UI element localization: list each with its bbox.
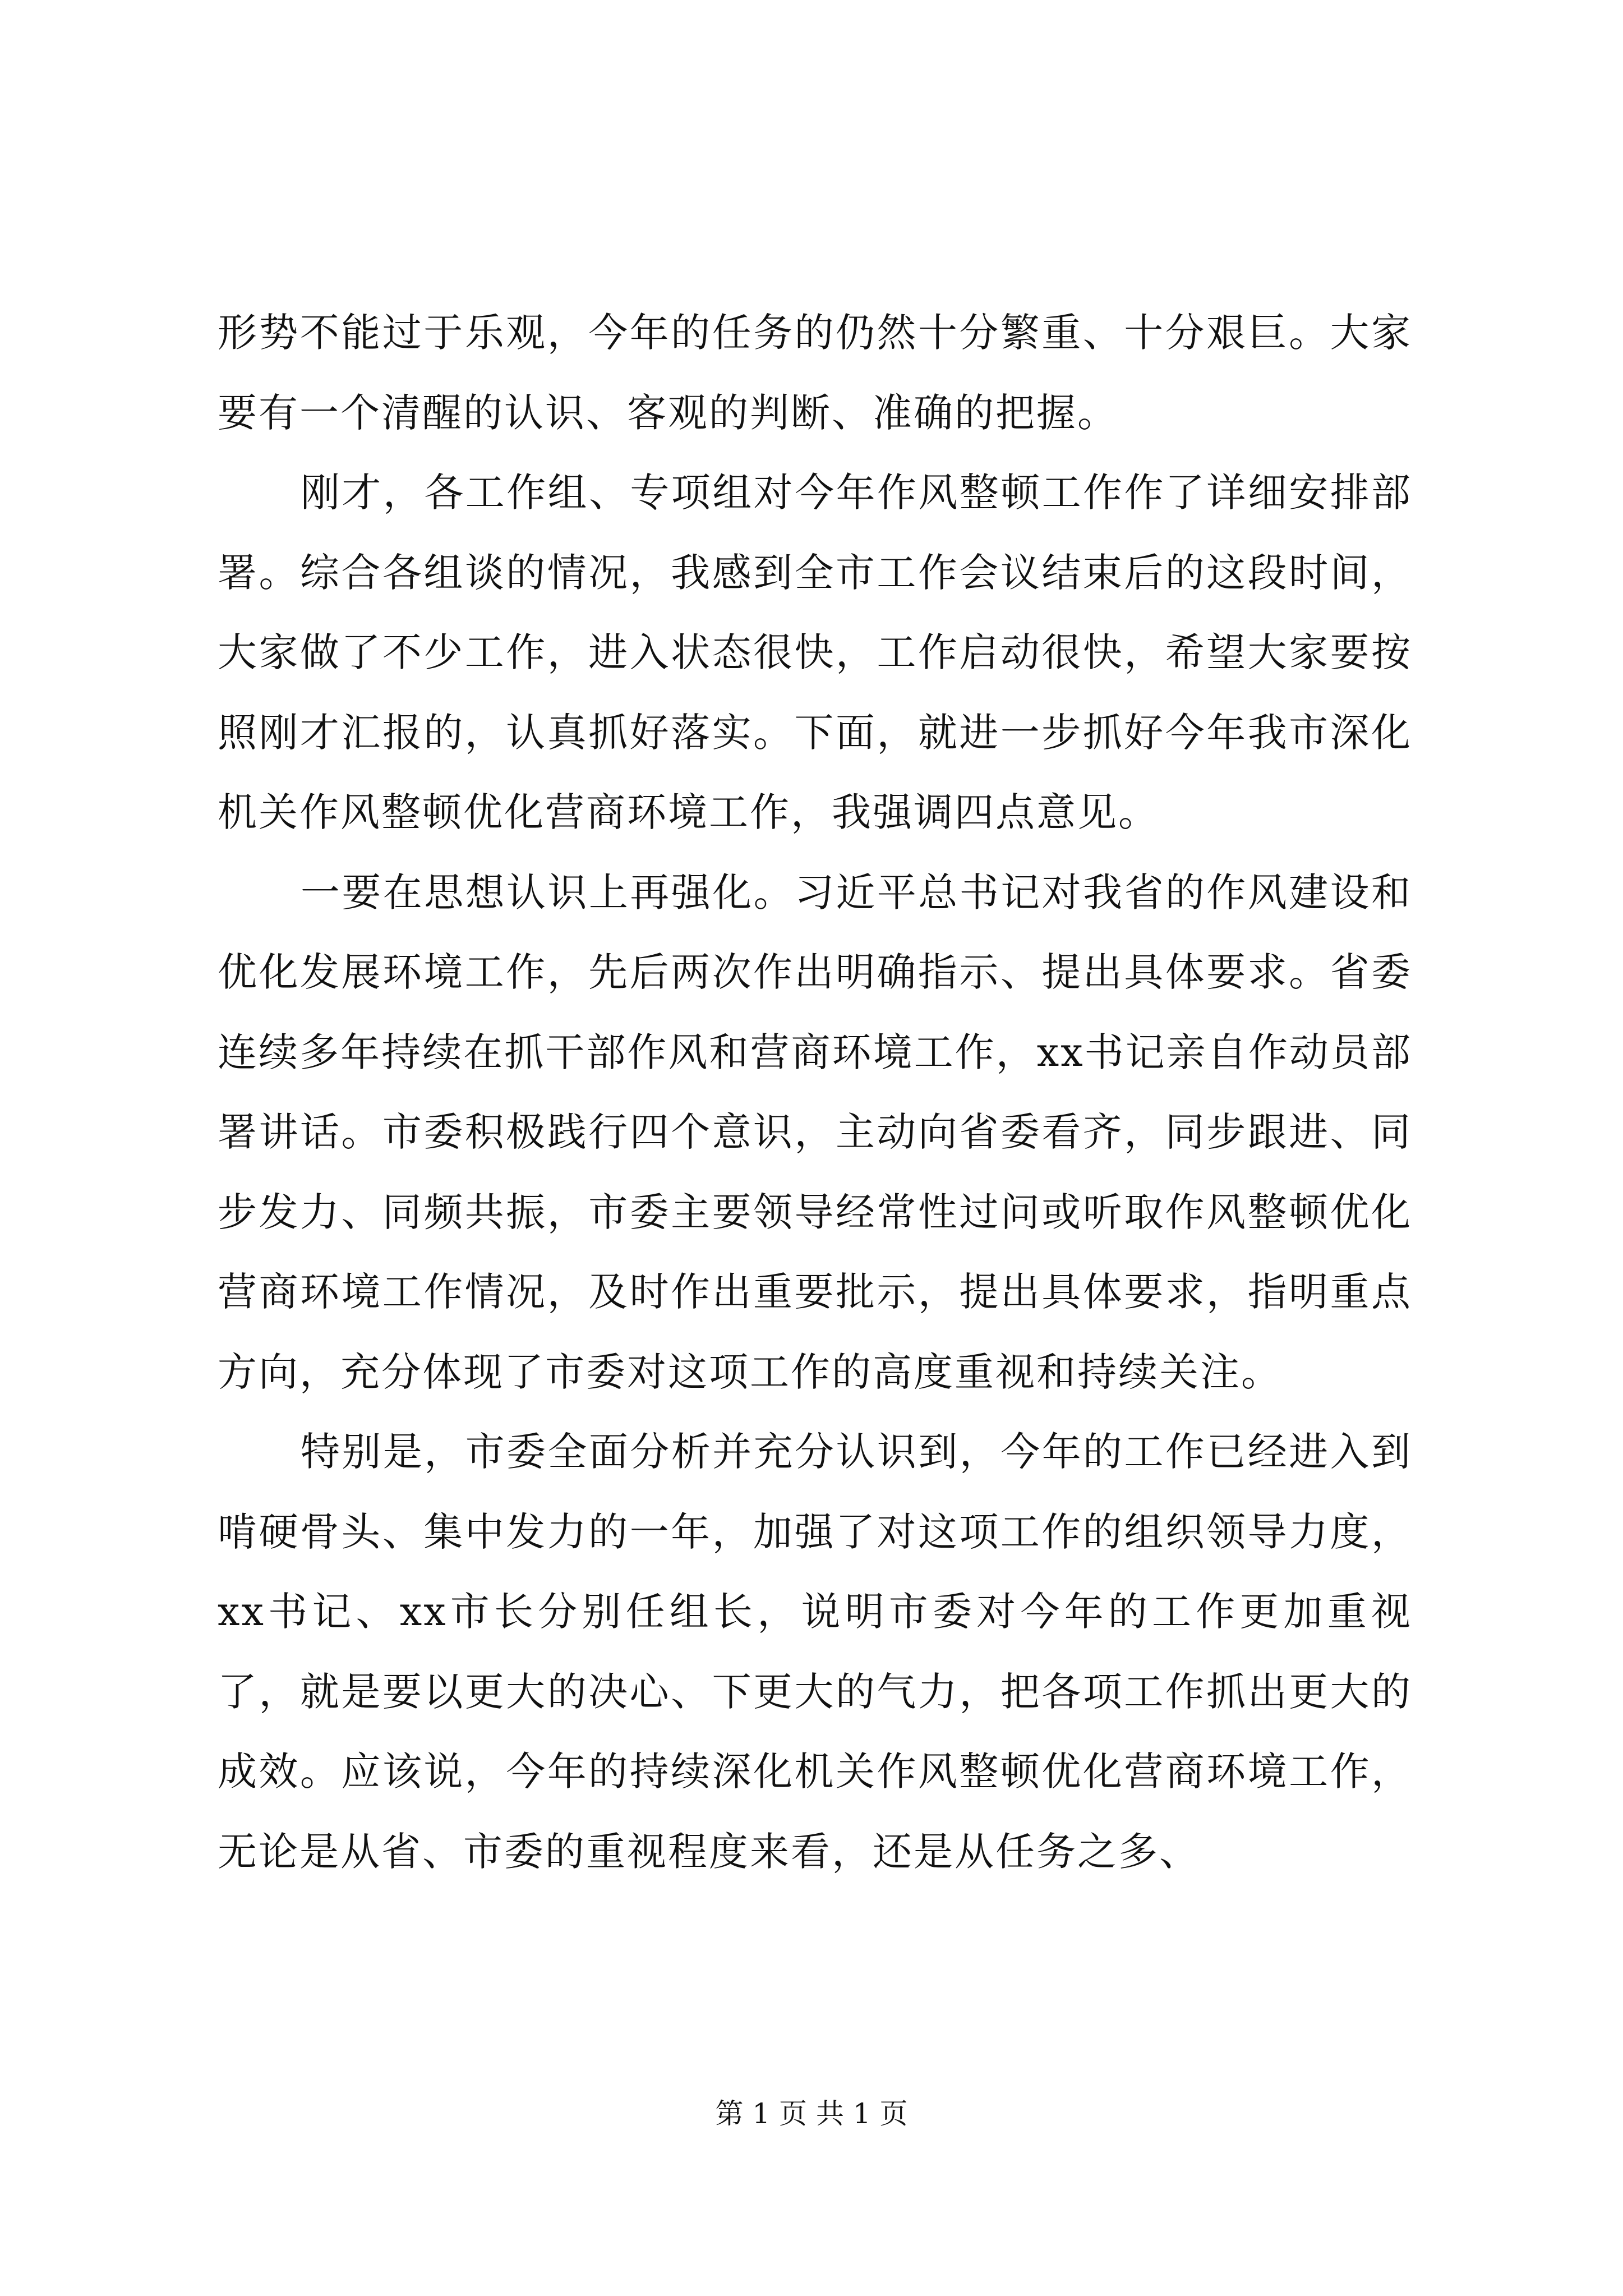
- paragraph-2: 刚才，各工作组、专项组对今年作风整顿工作作了详细安排部署。综合各组谈的情况，我感到全市工作会议结束后的这段时间，大家做了不少工作，进入状态很快，工作启动很快，希望大家要按照刚才汇报的，认真抓好落实。下面，就进一步抓好今年我市深化机关作风整顿优化营商环境工作，我强调四点意见。: [218, 470, 1412, 835]
- paragraph-1: 形势不能过于乐观，今年的任务的仍然十分繁重、十分艰巨。大家要有一个清醒的认识、客观的判断、准确的把握。: [218, 310, 1412, 436]
- page-footer: [0, 2097, 1623, 2131]
- document-body: [218, 293, 1412, 1892]
- paragraph-3: 一要在思想认识上再强化。习近平总书记对我省的作风建设和优化发展环境工作，先后两次作出明确指示、提出具体要求。省委连续多年持续在抓干部作风和营商环境工作，xx书记亲自作动员部署讲话。市委积极践行四个意识，主动向省委看齐，同步跟进、同步发力、同频共振，市委主要领导经常性过问或听取作风整顿优化营商环境工作情况，及时作出重要批示，提出具体要求，指明重点方向，充分体现了市委对这项工作的高度重视和持续关注。: [218, 869, 1412, 1395]
- page-number-label: 第 1 页 共 1 页: [715, 2097, 908, 2130]
- paragraph-4: 特别是，市委全面分析并充分认识到，今年的工作已经进入到啃硬骨头、集中发力的一年，加强了对这项工作的组织领导力度，xx书记、xx市长分别任组长，说明市委对今年的工作更加重视了，就是要以更大的决心、下更大的气力，把各项工作抓出更大的成效。应该说，今年的持续深化机关作风整顿优化营商环境工作，无论是从省、市委的重视程度来看，还是从任务之多、: [218, 1429, 1412, 1875]
